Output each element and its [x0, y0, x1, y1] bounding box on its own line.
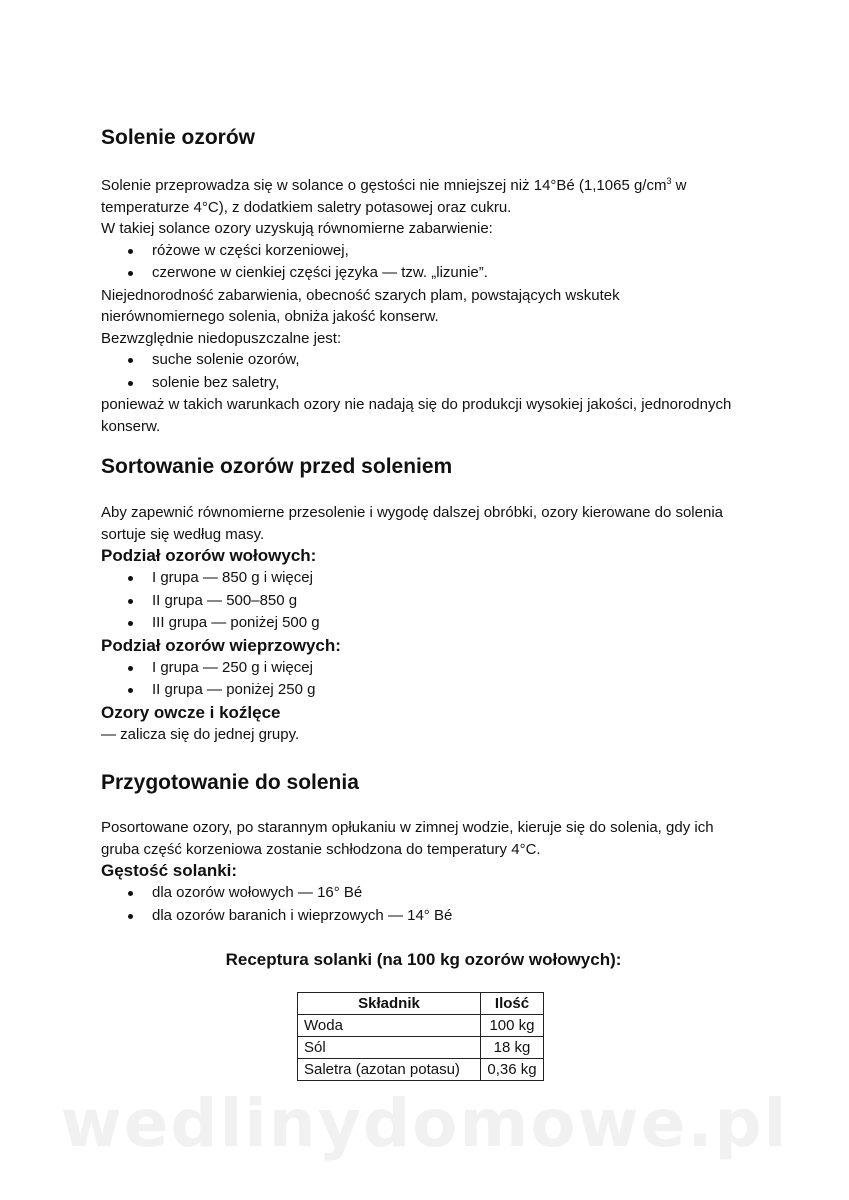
- list-item: I grupa — 250 g i więcej: [101, 657, 741, 680]
- section-sortowanie-body: [101, 502, 741, 745]
- table-cell: 18 kg: [481, 1037, 544, 1059]
- recipe-title: Receptura solanki (na 100 kg ozorów wołowych):: [225, 950, 622, 969]
- beef-heading: Podział ozorów wołowych:: [101, 546, 317, 565]
- section-title-przygotowanie: Przygotowanie do solenia: [101, 771, 359, 794]
- list-item: suche solenie ozorów,: [101, 349, 741, 372]
- density-list: [101, 882, 741, 927]
- table-header-row: [298, 993, 544, 1015]
- pork-list: [101, 657, 741, 702]
- paragraph: [101, 175, 741, 218]
- list-item: różowe w części korzeniowej,: [101, 240, 741, 263]
- color-list: [101, 240, 741, 285]
- list-item: II grupa — poniżej 250 g: [101, 679, 741, 702]
- column-header: Składnik: [298, 993, 481, 1015]
- watermark: wedlinydomowe.pl: [60, 1085, 789, 1162]
- list-item: czerwone w cienkiej części języka — tzw. „lizunie”.: [101, 262, 741, 285]
- table-cell: 0,36 kg: [481, 1059, 544, 1081]
- pork-heading: Podział ozorów wieprzowych:: [101, 635, 341, 655]
- table-row: [298, 1059, 544, 1081]
- section-title-sortowanie: Sortowanie ozorów przed soleniem: [101, 455, 453, 478]
- paragraph: ponieważ w takich warunkach ozory nie nadają się do produkcji wysokiej jakości, jednorodnych konserw.: [101, 396, 732, 435]
- table-row: [298, 1015, 544, 1037]
- paragraph-text: w temperaturze 4°C), z dodatkiem saletry potasowej oraz cukru.: [101, 177, 687, 216]
- section-title-solenie: Solenie ozorów: [101, 126, 256, 149]
- list-item: solenie bez saletry,: [101, 372, 741, 395]
- superscript: 3: [666, 176, 672, 186]
- list-item: III grupa — poniżej 500 g: [101, 612, 741, 635]
- paragraph: Niejednorodność zabarwienia, obecność szarych plam, powstających wskutek nierównomiernego solenia, obniża jakość konserw.: [101, 286, 620, 325]
- paragraph: Aby zapewnić równomierne przesolenie i wygodę dalszej obróbki, ozory kierowane do solenia sortuje się według masy.: [101, 504, 724, 543]
- table-cell: Sól: [298, 1037, 481, 1059]
- paragraph: — zalicza się do jednej grupy.: [101, 725, 300, 743]
- column-header: Ilość: [481, 993, 544, 1015]
- list-item: dla ozorów wołowych — 16° Bé: [101, 882, 741, 905]
- table-row: [298, 1037, 544, 1059]
- list-item: I grupa — 850 g i więcej: [101, 567, 741, 590]
- list-item: II grupa — 500–850 g: [101, 590, 741, 613]
- paragraph: Posortowane ozory, po starannym opłukaniu w zimnej wodzie, kieruje się do solenia, gdy ich gruba część korzeniowa zostanie schłodzona do temperatury 4°C.: [101, 819, 714, 858]
- paragraph-text: Solenie przeprowadza się w solance o gęstości nie mniejszej niż 14°Bé (1,1065 g/cm: [101, 177, 667, 194]
- table-cell: Woda: [298, 1015, 481, 1037]
- forbidden-list: [101, 349, 741, 394]
- table-cell: Saletra (azotan potasu): [298, 1059, 481, 1081]
- paragraph: W takiej solance ozory uzyskują równomierne zabarwienie:: [101, 220, 493, 237]
- density-heading: Gęstość solanki:: [101, 861, 238, 880]
- beef-list: [101, 567, 741, 635]
- table-cell: 100 kg: [481, 1015, 544, 1037]
- recipe-table: [297, 992, 544, 1081]
- list-item: dla ozorów baranich i wieprzowych — 14° Bé: [101, 905, 741, 928]
- paragraph: Bezwzględnie niedopuszczalne jest:: [101, 329, 342, 347]
- sheep-heading: Ozory owcze i koźlęce: [101, 702, 281, 722]
- section-przygotowanie-body: [101, 817, 741, 927]
- section-solenie-body: [101, 175, 741, 437]
